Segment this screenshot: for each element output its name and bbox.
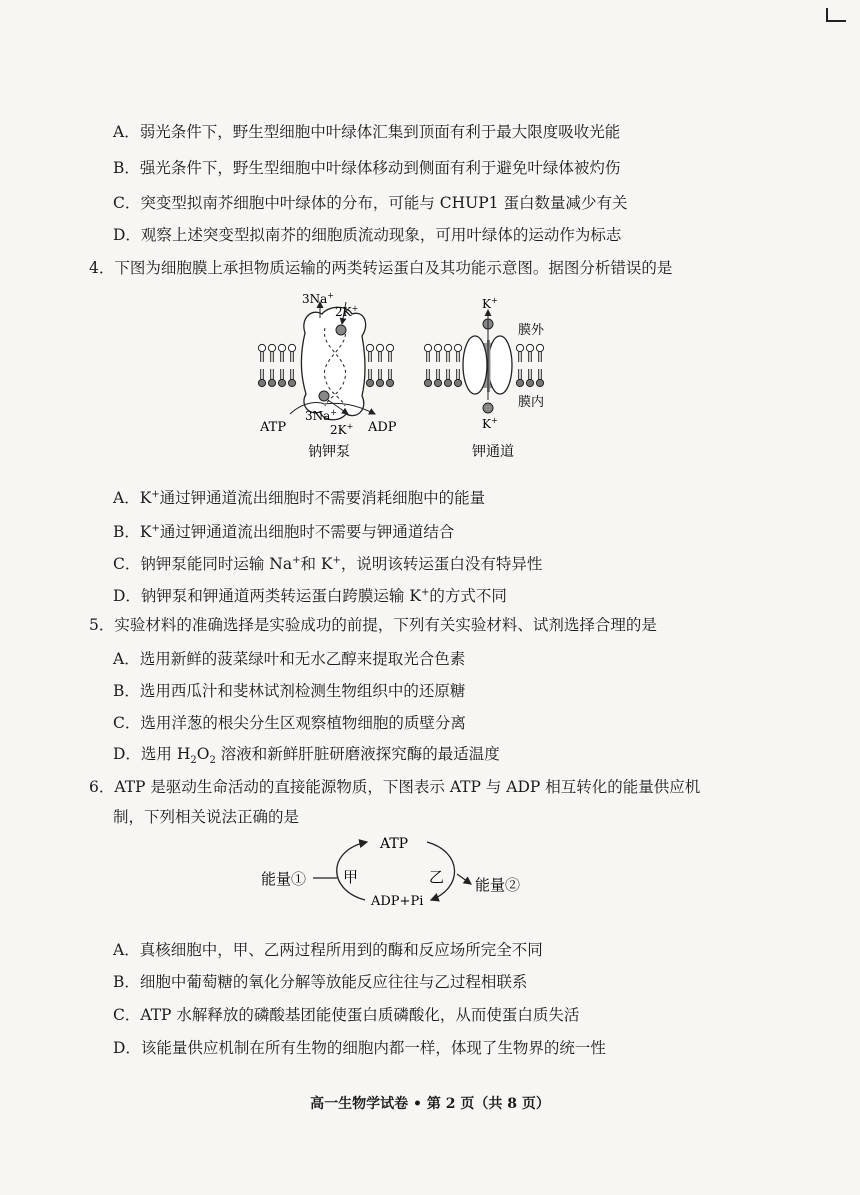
q3-option-a: A．弱光条件下，野生型细胞中叶绿体汇集到顶面有利于最大限度吸收光能 — [113, 123, 621, 141]
atp-cycle-figure — [255, 830, 545, 915]
q3-option-d: D．观察上述突变型拟南芥的细胞质流动现象，可用叶绿体的运动作为标志 — [113, 226, 622, 244]
adp-label: ADP — [368, 420, 397, 435]
k-channel-top-label: K+ — [482, 296, 498, 311]
na-bottom-label: 3Na+ — [305, 408, 337, 423]
k-channel-bottom-label: K+ — [482, 416, 498, 431]
inside-label: 膜内 — [518, 395, 545, 410]
q4-option-c: C．钠钾泵能同时运输 Na+和 K+，说明该转运蛋白没有特异性 — [113, 555, 543, 574]
atp-label: ATP — [260, 420, 287, 435]
page-footer: 高一生物学试卷 • 第 2 页（共 8 页） — [310, 1096, 550, 1112]
q5-option-b: B．选用西瓜汁和斐林试剂检测生物组织中的还原糖 — [113, 682, 466, 700]
q3-option-b: B．强光条件下，野生型细胞中叶绿体移动到侧面有利于避免叶绿体被灼伤 — [113, 159, 621, 177]
q6-option-d: D．该能量供应机制在所有生物的细胞内都一样，体现了生物界的统一性 — [113, 1039, 606, 1057]
q4-stem: 4．下图为细胞膜上承担物质运输的两类转运蛋白及其功能示意图。据图分析错误的是 — [89, 259, 673, 277]
na-top-label: 3Na+ — [302, 291, 334, 306]
process-jia-label: 甲 — [343, 868, 359, 886]
energy2-label: 能量② — [475, 876, 521, 894]
membrane-transport-figure — [250, 288, 570, 463]
outside-label: 膜外 — [518, 323, 545, 338]
q4-option-b: B．K+通过钾通道流出细胞时不需要与钾通道结合 — [113, 523, 455, 542]
pump-label: 钠钾泵 — [308, 444, 350, 460]
q5-option-a: A．选用新鲜的菠菜绿叶和无水乙醇来提取光合色素 — [113, 650, 466, 668]
atp-cycle-adp-pi: ADP+Pi — [371, 894, 424, 909]
k-bottom-label: 2K+ — [330, 422, 354, 437]
energy1-label: 能量① — [261, 870, 307, 888]
process-yi-label: 乙 — [429, 868, 445, 886]
channel-label: 钾通道 — [472, 444, 514, 460]
k-top-label: 2K+ — [335, 304, 359, 319]
q5-stem: 5．实验材料的准确选择是实验成功的前提，下列有关实验材料、试剂选择合理的是 — [89, 616, 657, 634]
q5-option-c: C．选用洋葱的根尖分生区观察植物细胞的质壁分离 — [113, 714, 466, 732]
q4-option-a: A．K+通过钾通道流出细胞时不需要消耗细胞中的能量 — [113, 489, 486, 508]
q3-option-c: C．突变型拟南芥细胞中叶绿体的分布，可能与 CHUP1 蛋白数量减少有关 — [113, 194, 628, 212]
atp-cycle-atp: ATP — [380, 836, 409, 852]
q6-option-c: C．ATP 水解释放的磷酸基团能使蛋白质磷酸化，从而使蛋白质失活 — [113, 1006, 580, 1024]
corner-crop-mark — [826, 8, 846, 22]
q6-option-a: A．真核细胞中，甲、乙两过程所用到的酶和反应场所完全不同 — [113, 941, 543, 959]
q5-option-d: D．选用 $H_2O_2$ 溶液和新鲜肝脏研磨液探究酶的最适温度 — [113, 745, 500, 767]
q6-stem-line1: 6．ATP 是驱动生命活动的直接能源物质，下图表示 ATP 与 ADP 相互转化的能量供应机 — [89, 778, 701, 796]
q6-option-b: B．细胞中葡萄糖的氧化分解等放能反应往往与乙过程相联系 — [113, 973, 528, 991]
q4-option-d: D．钠钾泵和钾通道两类转运蛋白跨膜运输 K+的方式不同 — [113, 587, 507, 606]
q6-stem-line2: 制，下列相关说法正确的是 — [113, 808, 300, 826]
